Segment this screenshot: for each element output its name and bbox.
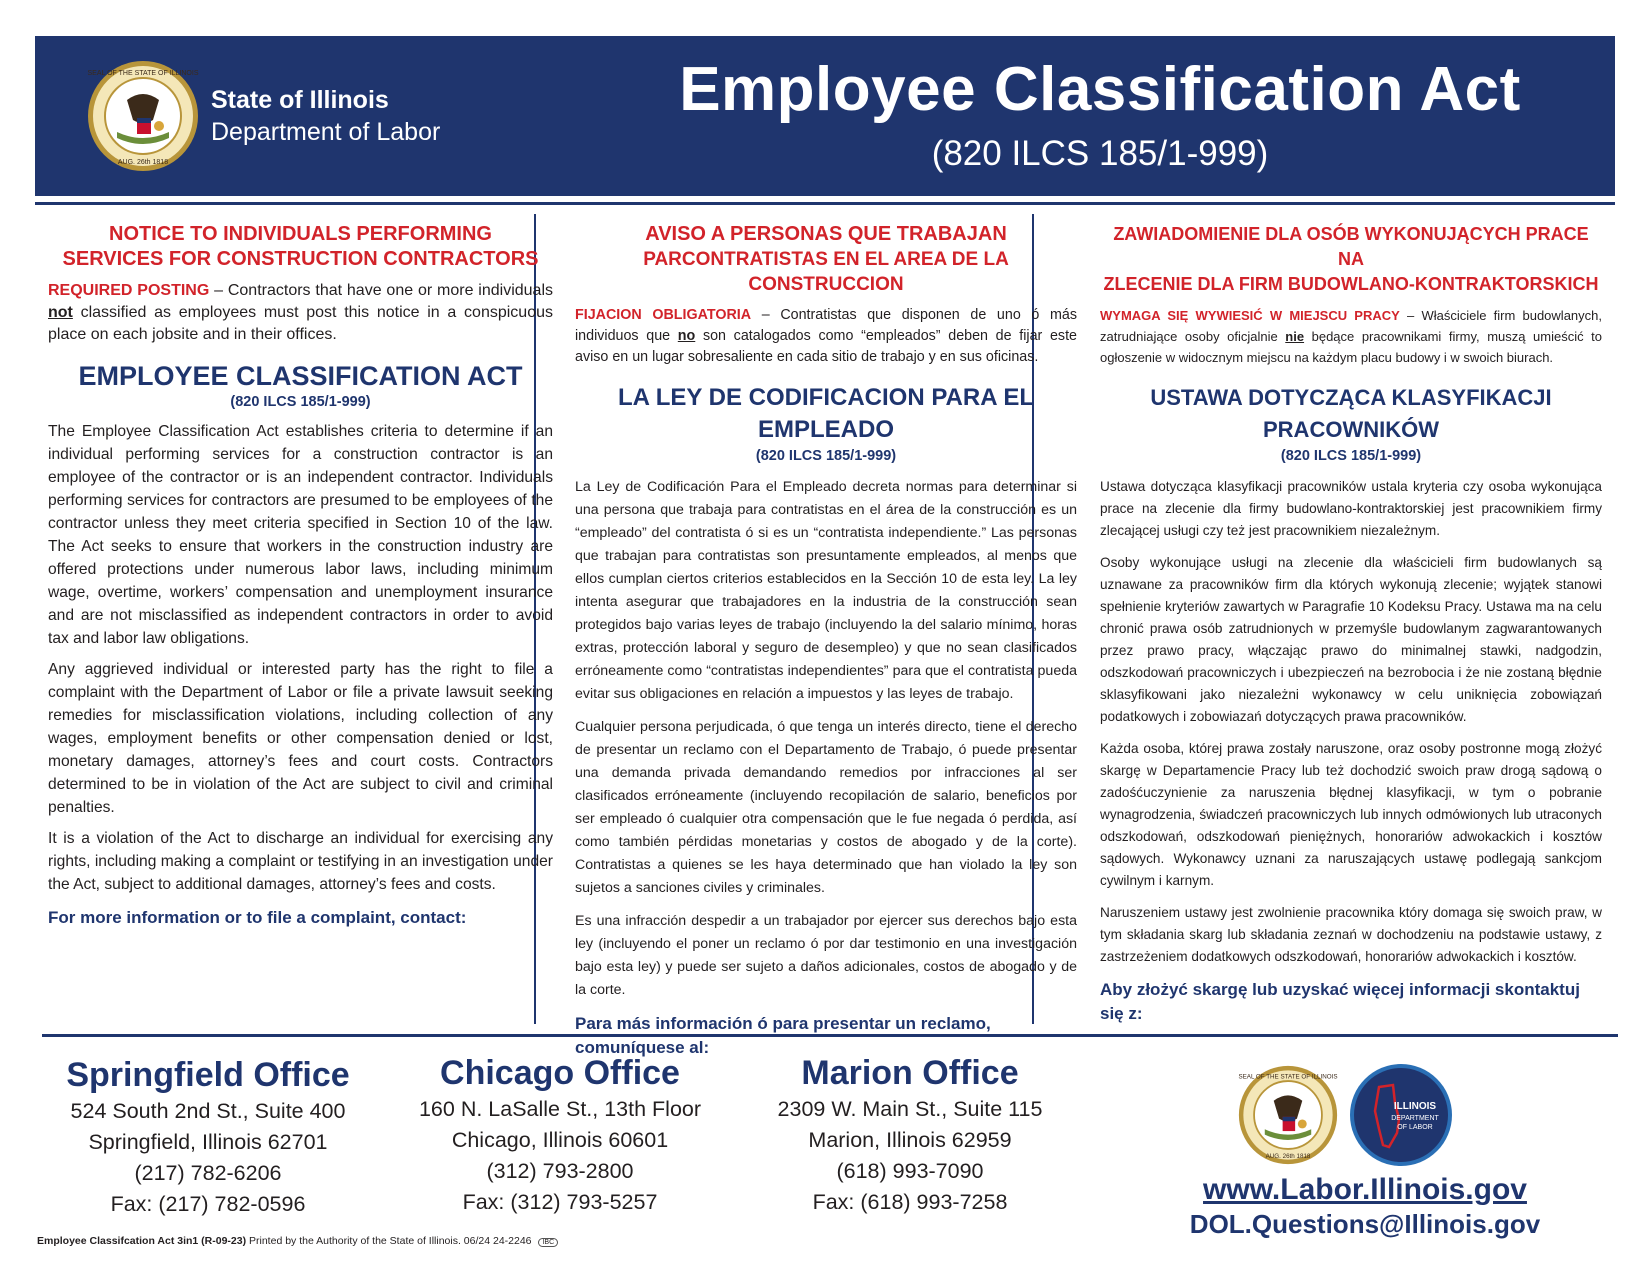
notice-title (575, 222, 1077, 297)
office-address: 524 South 2nd St., Suite 400 (70, 1099, 346, 1123)
act-title: EMPLOYEE CLASSIFICATION ACT (78, 361, 523, 391)
notice-title-line: NOTICE TO INDIVIDUALS PERFORMING (109, 223, 492, 245)
notice-emphasis: not (48, 304, 73, 321)
notice-text (575, 305, 1077, 368)
svg-text:OF LABOR: OF LABOR (1397, 1124, 1433, 1131)
notice-text-part: – Contractors that have one or more individuals (209, 282, 554, 299)
form-name: Employee Classifcation Act 3in1 (R-09-23) (37, 1235, 247, 1247)
office-city: Chicago, Illinois 60601 (451, 1128, 669, 1152)
notice-emphasis: no (677, 328, 696, 344)
body-paragraph: La Ley de Codificación Para el Empleado decreta normas para determinar si una persona que trabaja para contratistas en el área de la construcción es un “empleado” del contratista ó si es un “contratista independiente.” Las personas que trabajan para contratistas son presuntamente empleados, al menos que ellos cumplan ciertos criterios establecidos en la Sección 10 de esta ley. La ley intenta asegurar que trabajadores en la industria de la construcción sean protegidos bajo varias leyes de trabajo (incluyendo la del salario mínimo, horas extras, protección laboral y seguro de desempleo) y que no sean clasificados erróneamente como “contratistas independientes” para que el contratista pueda evitar sus obligaciones en relación a impuestos y las leyes de trabajo. (575, 479, 1077, 702)
body-paragraph: Es una infracción despedir a un trabajador por ejercer sus derechos bajo esta ley (incluyendo el poner un reclamo ó por dar testimonio en una investigación bajo esta ley) y puede ser sujeto a daños adicionales, costos de abogado y de la corte. (575, 913, 1077, 998)
column-polish (1100, 222, 1602, 1026)
body-paragraph: Każda osoba, której prawa zostały naruszone, oraz osoby postronne mogą złożyć skargę w Departamencie Pracy lub też dochodzić swoich praw drogą sądową o zadośćuczynienie za naruszenia błędnej klasyfikacji, w tym o pobranie wynagrodzenia, świadczeń pracowniczych lub innych odmówionych lub utraconych odszkodowań, odszkodowań pieniężnych, honorariów adwokackich i kosztów sądowych. Wykonawcy uznani za naruszających ustawę podlegają sankcjom cywilnym i karnym. (1100, 741, 1602, 888)
act-title: USTAWA DOTYCZĄCA KLASYFIKACJI PRACOWNIKÓW (1150, 385, 1552, 442)
office-city: Springfield, Illinois 62701 (88, 1130, 328, 1154)
agency-state: State of Illinois (211, 86, 389, 114)
column-spanish (575, 222, 1077, 1060)
notice-label: WYMAGA SIĘ WYWIESIĆ W MIEJSCU PRACY (1100, 308, 1400, 323)
agency-department: Department of Labor (211, 118, 441, 146)
body-paragraph: The Employee Classification Act establishes criteria to determine if an individual performing services for a construction contractor is an employee of the contractor or is an independent contractor. Individuals performing services for contractors are presumed to be employees of the contractor unless they meet criteria specified in Section 10 of the law. The Act seeks to ensure that workers in the construction industry are offered protections under numerous labor laws, including minimum wage, overtime, workers’ compensation and unemployment insurance and are not misclassified as independent contractors in order to avoid tax and labor law obligations. (48, 423, 553, 647)
notice-emphasis: nie (1285, 329, 1305, 344)
notice-title-line: ZLECENIE DLA FIRM BUDOWLANO-KONTRAKTORSKICH (1103, 274, 1599, 294)
act-citation: (820 ILCS 185/1-999) (230, 394, 371, 410)
office-chicago (410, 1052, 710, 1218)
notice-text (48, 280, 553, 346)
svg-text:AUG. 26th 1818: AUG. 26th 1818 (117, 159, 169, 166)
office-marion (760, 1052, 1060, 1218)
office-fax: Fax: (618) 993-7258 (812, 1190, 1008, 1214)
svg-text:ILLINOIS: ILLINOIS (1393, 1101, 1437, 1112)
footer-divider (42, 1034, 1618, 1037)
office-phone: (217) 782-6206 (134, 1161, 282, 1185)
body-paragraph: Naruszeniem ustawy jest zwolnienie pracownika który domaga się swoich praw, w tym składania skarg lub składania zeznań w dochodzeniu na podstawie ustawy, z zastrzeżeniem dodatkowych odszkodowań, honorariów adwokackich i kosztów. (1100, 905, 1602, 964)
header-divider (35, 202, 1615, 205)
notice-title (1100, 222, 1602, 297)
body-paragraph: Osoby wykonujące usługi na zlecenie dla właścicieli firm budowlanych są uznawane za pracowników firm dla których wykonują zlecenie; wyjątek stanowi spełnienie kryteriów zawartych w Paragrafie 10 Kodeksu Pracy. Ustawa ma na celu chronić prawa osób zatrudnionych w przemyśle budowlanym zagwarantowanych przez prawo pracy, włączając prawo do minimalnej stawki, nadgodzin, odszkodowań pracowniczych i ubezpieczeń na bezrobocia i że nie zostaną błędnie sklasyfikowani jako niezależni wykonawcy w celu uniknięcia zobowiązań podatkowych i zobowiazań dotyczących prawa pracowników. (1100, 555, 1602, 724)
office-springfield (48, 1054, 368, 1220)
office-fax: Fax: (217) 782-0596 (110, 1192, 306, 1216)
contact-heading: For more information or to file a complaint, contact: (48, 908, 467, 927)
office-fax: Fax: (312) 793-5257 (462, 1190, 658, 1214)
dol-logo-icon (1349, 1063, 1453, 1167)
column-english (48, 222, 553, 930)
notice-title-line: AVISO A PERSONAS QUE TRABAJAN (645, 223, 1007, 245)
notice-text-part: – Contratistas que disponen de uno ó más individuos que (575, 307, 1077, 344)
svg-text:SEAL OF THE STATE OF ILLINOIS: SEAL OF THE STATE OF ILLINOIS (87, 70, 199, 77)
svg-text:DEPARTMENT: DEPARTMENT (1391, 1115, 1439, 1122)
act-citation: (820 ILCS 185/1-999) (755, 448, 897, 464)
svg-text:AUG. 26th 1818: AUG. 26th 1818 (1265, 1152, 1311, 1160)
page-subtitle: (820 ILCS 185/1-999) (931, 134, 1269, 173)
notice-label: REQUIRED POSTING (48, 282, 210, 299)
office-name: Marion Office (801, 1054, 1019, 1092)
office-name: Springfield Office (66, 1056, 350, 1094)
office-name: Chicago Office (440, 1054, 680, 1092)
act-title: LA LEY DE CODIFICACION PARA EL EMPLEADO (617, 384, 1034, 443)
body-paragraph: Any aggrieved individual or interested party has the right to file a complaint with the Department of Labor or file a private lawsuit seeking remedies for misclassification violations, including collection of any wages, employment benefits or other compensation denied or lost, monetary damages, attorney’s fees and court costs. Contractors determined to be in violation of the Act are subject to civil and criminal penalties. (48, 661, 553, 816)
state-seal-icon (87, 60, 199, 172)
page-title: Employee Classification Act (679, 55, 1521, 124)
union-bug-icon: IBC (538, 1238, 558, 1247)
body-paragraph: Cualquier persona perjudicada, ó que tenga un interés directo, tiene el derecho de presentar un reclamo con el Departamento de Trabajo, ó puede presentar una demanda privada demandando remedios por infracciones al ser clasificados erróneamente (incluyendo recopilación de salario, beneficios por ser empleado ó cualquier otra compensación que le fue negada ó perdida, así como también pérdidas monetarias y costos de abogado y de la corte). Contratistas a quienes se les haya determinado que han violado la ley son sujetos a sanciones civiles y criminales. (575, 719, 1077, 896)
printed-note: Printed by the Authority of the State of Illinois. 06/24 24-2246 (246, 1235, 532, 1247)
footer-note (37, 1235, 558, 1247)
body-paragraph: It is a violation of the Act to discharge an individual for exercising any rights, including making a complaint or testifying in an investigation under the Act, subject to additional damages, attorney’s fees and costs. (48, 830, 553, 893)
contact-heading: Para más información ó para presentar un reclamo, comuníquese al: (575, 1014, 991, 1057)
office-phone: (618) 993-7090 (836, 1159, 984, 1183)
office-address: 160 N. LaSalle St., 13th Floor (418, 1097, 702, 1121)
notice-label: FIJACION OBLIGATORIA (575, 307, 752, 323)
agency-name (211, 84, 440, 148)
notice-text-part: będące pracownikami firmy, muszą umieścić to ogłoszenie w widocznym miejscu na każdym placu budowy i w swoich biurach. (1100, 329, 1603, 365)
contact-heading: Aby złożyć skargę lub uzyskać więcej informacji skontaktuj się z: (1100, 980, 1580, 1023)
notice-text (1100, 305, 1602, 368)
header-banner (35, 36, 1615, 196)
office-phone: (312) 793-2800 (486, 1159, 634, 1183)
website-link[interactable]: www.Labor.Illinois.gov (1203, 1173, 1527, 1206)
notice-title (48, 222, 553, 272)
act-citation: (820 ILCS 185/1-999) (1280, 448, 1422, 464)
notice-title-line: SERVICES FOR CONSTRUCTION CONTRACTORS (62, 248, 539, 270)
web-contact (1150, 1172, 1580, 1240)
svg-text:SEAL OF THE STATE OF ILLINOIS: SEAL OF THE STATE OF ILLINOIS (1238, 1073, 1338, 1081)
office-city: Marion, Illinois 62959 (808, 1128, 1012, 1152)
notice-text-part: – Właściciele firm budowlanych, zatrudniające osoby oficjalnie (1100, 308, 1602, 344)
email-link[interactable]: DOL.Questions@Illinois.gov (1189, 1209, 1541, 1239)
notice-text-part: classified as employees must post this notice in a conspicuous place on each jobsite and in their offices. (48, 304, 553, 343)
notice-title-line: ZAWIADOMIENIE DLA OSÓB WYKONUJĄCYCH PRACE NA (1113, 224, 1589, 269)
notice-text-part: son catalogados como “empleados” deben de fijar este aviso en un lugar sobresaliente en cada sitio de trabajo y en sus oficinas. (575, 328, 1077, 365)
notice-title-line: PARCONTRATISTAS EN EL AREA DE LA CONSTRUCCION (643, 249, 1009, 295)
office-address: 2309 W. Main St., Suite 115 (777, 1097, 1043, 1121)
state-seal-icon (1238, 1065, 1338, 1165)
body-paragraph: Ustawa dotycząca klasyfikacji pracowników ustala kryteria czy osoba wykonująca prace na zlecenie dla firmy budowlano-kontraktorskiej jest pracownikiem firmy zlecającej usługi czy też jest pracownikiem niezależnym. (1100, 479, 1602, 538)
